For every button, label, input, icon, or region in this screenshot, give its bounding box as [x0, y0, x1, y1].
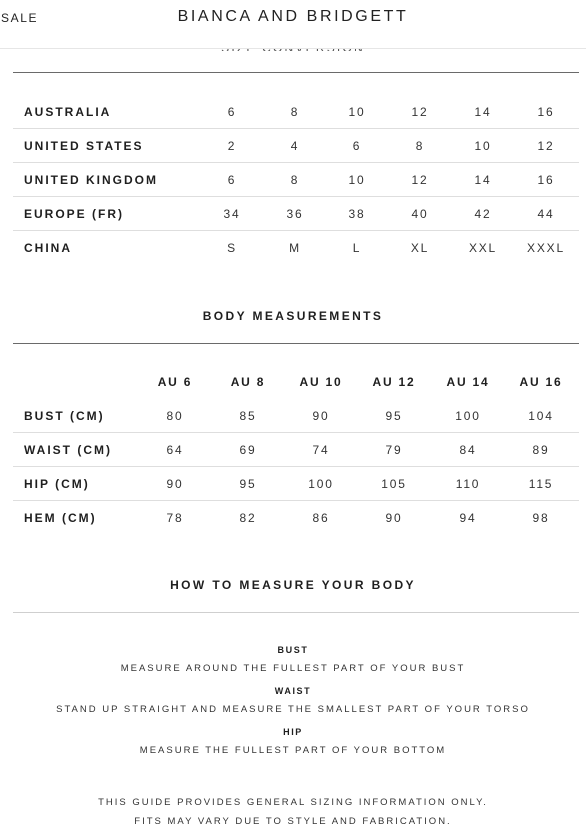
- table-cell: 34: [223, 207, 241, 221]
- table-row: [13, 163, 579, 197]
- table-cell: 42: [474, 207, 492, 221]
- measure-heading-hip: HIP: [283, 727, 303, 737]
- row-label: CHINA: [24, 241, 72, 255]
- table-cell: 8: [290, 173, 300, 187]
- table-cell: 12: [411, 105, 429, 119]
- table-cell: S: [227, 241, 237, 255]
- measure-text-waist: STAND UP STRAIGHT AND MEASURE THE SMALLEST PART OF YOUR TORSO: [56, 704, 530, 715]
- table-cell: 10: [474, 139, 492, 153]
- table-cell: 95: [239, 477, 257, 491]
- table-cell: 82: [239, 511, 257, 525]
- how-to-measure-title: HOW TO MEASURE YOUR BODY: [170, 578, 416, 592]
- table-row: [13, 399, 579, 433]
- table-cell: 2: [227, 139, 237, 153]
- table-cell: L: [352, 241, 362, 255]
- table-cell: 14: [474, 173, 492, 187]
- table-cell: 4: [290, 139, 300, 153]
- table-cell: 10: [348, 105, 366, 119]
- table-cell: 98: [532, 511, 550, 525]
- table-cell: M: [289, 241, 301, 255]
- table-cell: 40: [411, 207, 429, 221]
- table-cell: 115: [528, 477, 554, 491]
- table-cell: 90: [385, 511, 403, 525]
- table-cell: 84: [459, 443, 477, 457]
- table-cell: 74: [312, 443, 330, 457]
- table-cell: 100: [455, 409, 481, 423]
- table-cell: 104: [528, 409, 554, 423]
- table-cell: XXXL: [527, 241, 565, 255]
- row-label: UNITED KINGDOM: [24, 173, 158, 187]
- table-row: [13, 197, 579, 231]
- table-cell: 8: [415, 139, 425, 153]
- row-label: BUST (CM): [24, 409, 105, 423]
- section-divider: [13, 72, 579, 73]
- table-cell: 86: [312, 511, 330, 525]
- column-header: AU 14: [446, 375, 490, 389]
- row-label: HIP (CM): [24, 477, 90, 491]
- table-cell: 6: [227, 105, 237, 119]
- body-measurements-title: BODY MEASUREMENTS: [202, 309, 384, 323]
- row-label: WAIST (CM): [24, 443, 112, 457]
- table-cell: 10: [348, 173, 366, 187]
- row-label: HEM (CM): [24, 511, 97, 525]
- table-cell: 89: [532, 443, 550, 457]
- measure-text-hip: MEASURE THE FULLEST PART OF YOUR BOTTOM: [139, 745, 447, 756]
- table-cell: 80: [166, 409, 184, 423]
- brand-logo[interactable]: BIANCA AND BRIDGETT: [177, 8, 409, 25]
- table-cell: 64: [166, 443, 184, 457]
- table-row: [13, 129, 579, 163]
- column-header: AU 6: [157, 375, 193, 389]
- table-cell: 95: [385, 409, 403, 423]
- table-cell: 16: [537, 105, 555, 119]
- table-cell: 12: [411, 173, 429, 187]
- table-cell: 14: [474, 105, 492, 119]
- table-cell: 8: [290, 105, 300, 119]
- measure-heading-waist: WAIST: [274, 686, 312, 696]
- sale-link[interactable]: SALE: [1, 11, 39, 25]
- column-header: AU 12: [372, 375, 416, 389]
- measure-heading-bust: BUST: [277, 645, 309, 655]
- disclaimer-line-2: FITS MAY VARY DUE TO STYLE AND FABRICATION.: [134, 816, 452, 827]
- table-cell: 85: [239, 409, 257, 423]
- table-header-row: [13, 365, 579, 399]
- table-cell: 6: [352, 139, 362, 153]
- table-cell: 16: [537, 173, 555, 187]
- table-row: [13, 467, 579, 501]
- table-cell: 78: [166, 511, 184, 525]
- table-cell: 94: [459, 511, 477, 525]
- table-row: [13, 501, 579, 535]
- table-cell: XL: [410, 241, 430, 255]
- table-cell: 90: [166, 477, 184, 491]
- table-cell: 90: [312, 409, 330, 423]
- table-cell: 69: [239, 443, 257, 457]
- table-row: [13, 433, 579, 467]
- table-cell: 110: [455, 477, 481, 491]
- table-row: [13, 231, 579, 265]
- table-cell: 79: [385, 443, 403, 457]
- row-label: EUROPE (FR): [24, 207, 124, 221]
- section-divider: [13, 343, 579, 344]
- column-header: AU 10: [299, 375, 343, 389]
- section-divider: [13, 612, 579, 613]
- table-cell: 44: [537, 207, 555, 221]
- measure-text-bust: MEASURE AROUND THE FULLEST PART OF YOUR BUST: [120, 663, 466, 674]
- table-cell: 38: [348, 207, 366, 221]
- column-header: AU 16: [519, 375, 563, 389]
- table-row: [13, 95, 579, 129]
- disclaimer-line-1: THIS GUIDE PROVIDES GENERAL SIZING INFORMATION ONLY.: [98, 797, 488, 808]
- column-header: AU 8: [230, 375, 266, 389]
- row-label: AUSTRALIA: [24, 105, 112, 119]
- table-cell: 12: [537, 139, 555, 153]
- table-cell: 36: [286, 207, 304, 221]
- row-label: UNITED STATES: [24, 139, 144, 153]
- table-cell: 100: [308, 477, 334, 491]
- site-header: [0, 0, 586, 49]
- table-cell: XXL: [468, 241, 498, 255]
- table-cell: 105: [381, 477, 407, 491]
- table-cell: 6: [227, 173, 237, 187]
